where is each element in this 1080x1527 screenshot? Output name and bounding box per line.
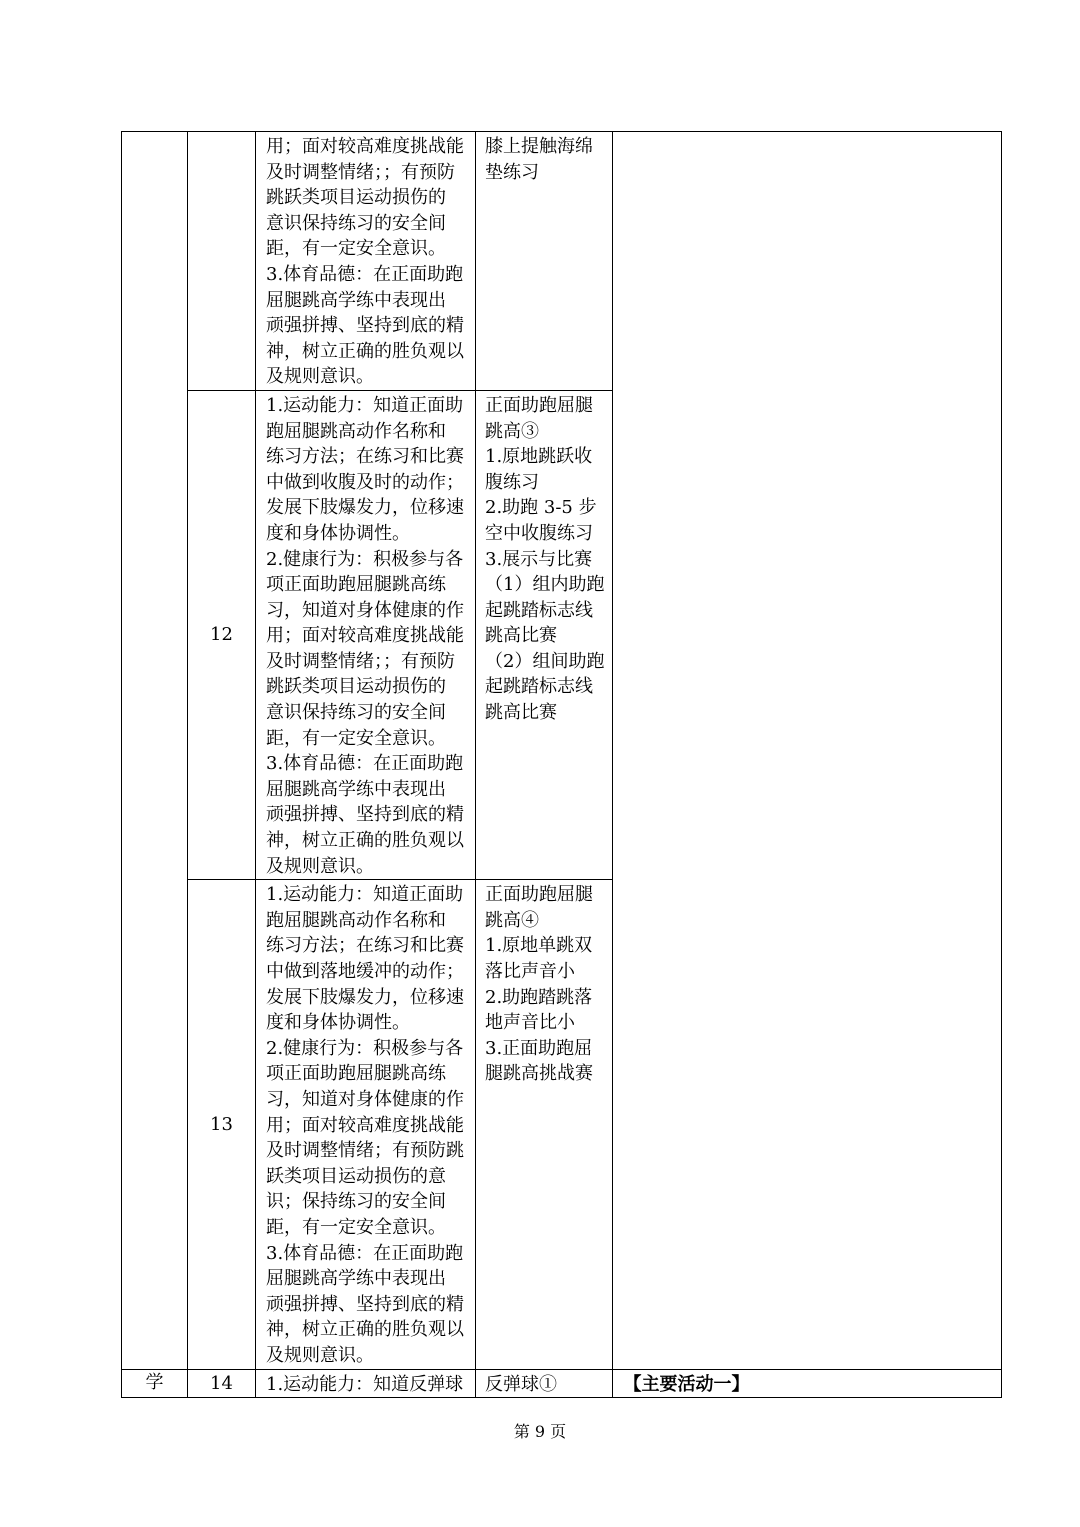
goal-line: 屈腿跳高学练中表现出 (266, 1268, 446, 1290)
goal-line: 距，有一定安全意识。 (266, 238, 446, 260)
goal-line: 屈腿跳高学练中表现出 (266, 778, 446, 800)
goal-line: 练习方法；在练习和比赛 (266, 446, 464, 468)
goal-line: 用；面对较高难度挑战能 (266, 1114, 464, 1136)
content-line: 3.正面助跑屈 (485, 1037, 593, 1059)
goal-line: 项正面助跑屈腿跳高练 (266, 1063, 446, 1085)
content-cell (476, 1369, 613, 1398)
lesson-number-cell (188, 390, 256, 879)
goal-line: 跑屈腿跳高动作名称和 (266, 909, 446, 931)
goal-line: 神，树立正确的胜负观以 (266, 340, 464, 362)
lesson-number: 13 (210, 1113, 233, 1135)
content-cell (476, 880, 613, 1369)
unit-cell (122, 132, 188, 1370)
goal-line: 3.体育品德：在正面助跑 (266, 263, 464, 285)
lesson-number-cell (188, 880, 256, 1369)
content-line: 膝上提触海绵 (485, 136, 593, 157)
goal-line: 识；保持练习的安全间 (266, 1191, 446, 1213)
activity-heading: 【主要活动一】 (623, 1373, 750, 1395)
goal-line: 跃类项目运动损伤的意 (266, 1165, 446, 1187)
content-line: 垫练习 (485, 161, 539, 183)
notes-cell (613, 1369, 1002, 1398)
goal-line: 及时调整情绪；有预防跳 (266, 1140, 464, 1162)
goal-line: 跳跃类项目运动损伤的 (266, 187, 446, 209)
content-cell (476, 132, 613, 391)
goal-line: 意识保持练习的安全间 (266, 702, 446, 724)
content-line: 2.助跑踏跳落 (485, 986, 593, 1008)
goal-line: 神，树立正确的胜负观以 (266, 830, 464, 852)
notes-cell (613, 132, 1002, 1370)
content-line: 腹练习 (485, 471, 539, 493)
content-line: 2.助跑 3-5 步 (485, 497, 597, 519)
goal-line: 发展下肢爆发力，位移速 (266, 497, 464, 519)
table-row (122, 132, 1002, 391)
goal-line: 及规则意识。 (266, 1344, 374, 1366)
page-number: 第 9 页 (513, 1422, 567, 1441)
lesson-number-cell (188, 132, 256, 391)
goal-line: 3.体育品德：在正面助跑 (266, 1242, 464, 1264)
goal-line: 度和身体协调性。 (266, 1012, 410, 1034)
lesson-number-cell (188, 1369, 256, 1398)
goal-line: 用；面对较高难度挑战能 (266, 136, 464, 157)
content-line: 1.原地跳跃收 (485, 446, 593, 468)
goal-line: 顽强拼搏、坚持到底的精 (266, 315, 464, 337)
goal-line: 神，树立正确的胜负观以 (266, 1319, 464, 1341)
goal-line: 距，有一定安全意识。 (266, 727, 446, 749)
goal-line: 1.运动能力：知道反弹球 (266, 1373, 464, 1395)
content-cell (476, 390, 613, 879)
goal-line: 中做到收腹及时的动作； (266, 471, 464, 493)
content-line: 跳高比赛 (485, 702, 557, 724)
content-line: 落比声音小 (485, 961, 575, 982)
goals-cell (256, 390, 476, 879)
goal-line: 2.健康行为：积极参与各 (266, 1037, 464, 1059)
content-line: 地声音比小 (485, 1012, 575, 1034)
goal-line: 1.运动能力：知道正面助 (266, 884, 464, 906)
goal-line: 顽强拼搏、坚持到底的精 (266, 804, 464, 826)
goal-line: 屈腿跳高学练中表现出 (266, 289, 446, 311)
goal-line: 练习方法；在练习和比赛 (266, 935, 464, 957)
content-line: （1）组内助跑 (485, 574, 605, 596)
lesson-number: 14 (210, 1372, 233, 1394)
goal-line: 3.体育品德：在正面助跑 (266, 753, 464, 775)
goal-line: 习，知道对身体健康的作 (266, 599, 464, 621)
unit-cell (122, 1369, 188, 1398)
goal-line: 跳跃类项目运动损伤的 (266, 676, 446, 698)
content-line: 起跳踏标志线 (485, 676, 593, 698)
goal-line: 顽强拼搏、坚持到底的精 (266, 1293, 464, 1315)
goal-line: 及时调整情绪；；有预防 (266, 161, 455, 183)
goal-line: 意识保持练习的安全间 (266, 212, 446, 234)
goal-line: 及规则意识。 (266, 366, 374, 388)
unit-label: 学 (145, 1371, 164, 1393)
lesson-plan-table (121, 131, 1002, 1398)
content-line: 3.展示与比赛 (485, 548, 593, 570)
goal-line: 跑屈腿跳高动作名称和 (266, 420, 446, 442)
content-line: 跳高③ (485, 420, 539, 442)
goal-line: 项正面助跑屈腿跳高练 (266, 574, 446, 596)
goal-line: 用；面对较高难度挑战能 (266, 625, 464, 647)
content-line: 正面助跑屈腿 (485, 394, 593, 416)
content-line: 跳高④ (485, 909, 539, 931)
content-line: 跳高比赛 (485, 625, 557, 647)
goal-line: 习，知道对身体健康的作 (266, 1088, 464, 1110)
goal-line: 及规则意识。 (266, 855, 374, 877)
goal-line: 度和身体协调性。 (266, 522, 410, 544)
goals-cell (256, 1369, 476, 1398)
content-line: 1.原地单跳双 (485, 935, 593, 957)
goal-line: 1.运动能力：知道正面助 (266, 394, 464, 416)
goals-cell (256, 880, 476, 1369)
table-row (122, 1369, 1002, 1398)
content-line: 腿跳高挑战赛 (485, 1063, 593, 1085)
goal-line: 中做到落地缓冲的动作； (266, 961, 464, 982)
goal-line: 及时调整情绪；；有预防 (266, 650, 455, 672)
goal-line: 2.健康行为：积极参与各 (266, 548, 464, 570)
lesson-number: 12 (210, 624, 233, 646)
goal-line: 发展下肢爆发力，位移速 (266, 986, 464, 1008)
content-line: 空中收腹练习 (485, 522, 593, 544)
content-line: 起跳踏标志线 (485, 599, 593, 621)
goal-line: 距，有一定安全意识。 (266, 1216, 446, 1238)
content-line: 反弹球① (485, 1373, 557, 1395)
content-line: （2）组间助跑 (485, 650, 605, 672)
content-line: 正面助跑屈腿 (485, 884, 593, 906)
goals-cell (256, 132, 476, 391)
